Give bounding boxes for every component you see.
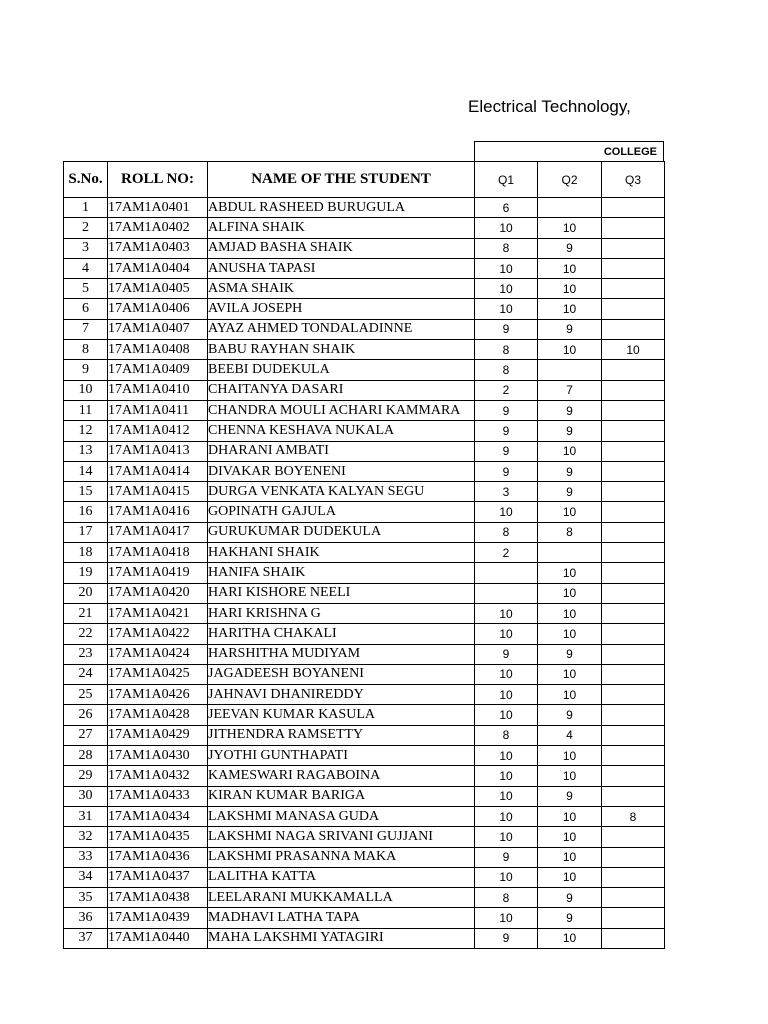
q3-cell	[602, 603, 665, 623]
serial-number-cell: 8	[64, 340, 108, 360]
q2-cell: 8	[538, 522, 602, 542]
q3-cell	[602, 746, 665, 766]
q2-cell: 10	[538, 928, 602, 948]
column-header-q1: Q1	[475, 162, 538, 198]
q2-cell: 10	[538, 258, 602, 278]
table-row	[64, 258, 665, 278]
roll-number-cell: 17AM1A0408	[108, 340, 208, 360]
q2-cell: 9	[538, 400, 602, 420]
q1-cell: 10	[475, 258, 538, 278]
q2-cell: 10	[538, 685, 602, 705]
column-header-name: NAME OF THE STUDENT	[208, 162, 475, 198]
roll-number-cell: 17AM1A0414	[108, 461, 208, 481]
q2-cell: 9	[538, 908, 602, 928]
q1-cell: 3	[475, 482, 538, 502]
student-name-cell: KAMESWARI RAGABOINA	[208, 766, 475, 786]
student-name-cell: JYOTHI GUNTHAPATI	[208, 746, 475, 766]
table-row	[64, 218, 665, 238]
serial-number-cell: 17	[64, 522, 108, 542]
roll-number-cell: 17AM1A0440	[108, 928, 208, 948]
table-row	[64, 664, 665, 684]
q2-cell: 10	[538, 583, 602, 603]
q2-cell: 9	[538, 482, 602, 502]
student-name-cell: AVILA JOSEPH	[208, 299, 475, 319]
q1-cell: 8	[475, 360, 538, 380]
q3-cell	[602, 482, 665, 502]
q1-cell: 10	[475, 299, 538, 319]
serial-number-cell: 7	[64, 319, 108, 339]
q3-cell	[602, 644, 665, 664]
serial-number-cell: 27	[64, 725, 108, 745]
student-name-cell: LAKSHMI MANASA GUDA	[208, 806, 475, 826]
q1-cell: 10	[475, 908, 538, 928]
serial-number-cell: 23	[64, 644, 108, 664]
q3-cell	[602, 624, 665, 644]
q3-cell	[602, 421, 665, 441]
serial-number-cell: 25	[64, 685, 108, 705]
q2-cell: 10	[538, 299, 602, 319]
student-name-cell: BABU RAYHAN SHAIK	[208, 340, 475, 360]
table-row	[64, 299, 665, 319]
q1-cell: 10	[475, 603, 538, 623]
serial-number-cell: 2	[64, 218, 108, 238]
student-name-cell: AMJAD BASHA SHAIK	[208, 238, 475, 258]
q1-cell: 10	[475, 664, 538, 684]
q1-cell: 9	[475, 441, 538, 461]
serial-number-cell: 29	[64, 766, 108, 786]
student-name-cell: LALITHA KATTA	[208, 867, 475, 887]
table-row	[64, 380, 665, 400]
q1-cell: 8	[475, 888, 538, 908]
q3-cell	[602, 299, 665, 319]
q3-cell	[602, 705, 665, 725]
table-row	[64, 238, 665, 258]
roll-number-cell: 17AM1A0419	[108, 563, 208, 583]
q2-cell: 9	[538, 888, 602, 908]
q2-cell: 9	[538, 644, 602, 664]
serial-number-cell: 30	[64, 786, 108, 806]
q2-cell: 10	[538, 827, 602, 847]
table-row	[64, 685, 665, 705]
roll-number-cell: 17AM1A0435	[108, 827, 208, 847]
roll-number-cell: 17AM1A0403	[108, 238, 208, 258]
roll-number-cell: 17AM1A0402	[108, 218, 208, 238]
q2-cell: 10	[538, 563, 602, 583]
serial-number-cell: 20	[64, 583, 108, 603]
roll-number-cell: 17AM1A0437	[108, 867, 208, 887]
college-header: COLLEGE	[474, 141, 664, 161]
q2-cell: 9	[538, 705, 602, 725]
student-name-cell: CHANDRA MOULI ACHARI KAMMARA	[208, 400, 475, 420]
q2-cell: 10	[538, 766, 602, 786]
table-row	[64, 522, 665, 542]
roll-number-cell: 17AM1A0420	[108, 583, 208, 603]
serial-number-cell: 12	[64, 421, 108, 441]
student-name-cell: DIVAKAR BOYENENI	[208, 461, 475, 481]
serial-number-cell: 6	[64, 299, 108, 319]
q1-cell: 10	[475, 827, 538, 847]
q3-cell	[602, 238, 665, 258]
q1-cell: 10	[475, 624, 538, 644]
serial-number-cell: 18	[64, 543, 108, 563]
q1-cell: 10	[475, 746, 538, 766]
table-row	[64, 603, 665, 623]
student-name-cell: HARITHA CHAKALI	[208, 624, 475, 644]
serial-number-cell: 1	[64, 198, 108, 218]
q2-cell: 7	[538, 380, 602, 400]
student-name-cell: DHARANI AMBATI	[208, 441, 475, 461]
student-name-cell: KIRAN KUMAR BARIGA	[208, 786, 475, 806]
student-name-cell: CHENNA KESHAVA NUKALA	[208, 421, 475, 441]
serial-number-cell: 34	[64, 867, 108, 887]
q3-cell	[602, 502, 665, 522]
serial-number-cell: 31	[64, 806, 108, 826]
roll-number-cell: 17AM1A0434	[108, 806, 208, 826]
q1-cell: 2	[475, 380, 538, 400]
q2-cell: 9	[538, 319, 602, 339]
table-row	[64, 400, 665, 420]
student-name-cell: GURUKUMAR DUDEKULA	[208, 522, 475, 542]
q3-cell: 10	[602, 340, 665, 360]
serial-number-cell: 21	[64, 603, 108, 623]
q3-cell	[602, 198, 665, 218]
roll-number-cell: 17AM1A0407	[108, 319, 208, 339]
student-name-cell: AYAZ AHMED TONDALADINNE	[208, 319, 475, 339]
table-row	[64, 888, 665, 908]
student-name-cell: MAHA LAKSHMI YATAGIRI	[208, 928, 475, 948]
serial-number-cell: 35	[64, 888, 108, 908]
q1-cell: 8	[475, 725, 538, 745]
roll-number-cell: 17AM1A0439	[108, 908, 208, 928]
serial-number-cell: 16	[64, 502, 108, 522]
serial-number-cell: 10	[64, 380, 108, 400]
q2-cell: 10	[538, 441, 602, 461]
serial-number-cell: 4	[64, 258, 108, 278]
roll-number-cell: 17AM1A0430	[108, 746, 208, 766]
q3-cell	[602, 319, 665, 339]
student-name-cell: JAGADEESH BOYANENI	[208, 664, 475, 684]
q3-cell	[602, 928, 665, 948]
q3-cell	[602, 847, 665, 867]
q2-cell: 9	[538, 461, 602, 481]
q3-cell	[602, 786, 665, 806]
table-row	[64, 563, 665, 583]
q2-cell: 10	[538, 279, 602, 299]
q1-cell: 10	[475, 705, 538, 725]
q1-cell: 6	[475, 198, 538, 218]
q2-cell	[538, 543, 602, 563]
roll-number-cell: 17AM1A0418	[108, 543, 208, 563]
roll-number-cell: 17AM1A0424	[108, 644, 208, 664]
table-row	[64, 705, 665, 725]
q3-cell	[602, 827, 665, 847]
roll-number-cell: 17AM1A0433	[108, 786, 208, 806]
student-name-cell: HARSHITHA MUDIYAM	[208, 644, 475, 664]
q3-cell	[602, 908, 665, 928]
table-row	[64, 908, 665, 928]
roll-number-cell: 17AM1A0409	[108, 360, 208, 380]
serial-number-cell: 36	[64, 908, 108, 928]
q1-cell	[475, 583, 538, 603]
student-name-cell: ANUSHA TAPASI	[208, 258, 475, 278]
header-row	[64, 162, 665, 198]
table-row	[64, 806, 665, 826]
q2-cell: 10	[538, 867, 602, 887]
student-name-cell: CHAITANYA DASARI	[208, 380, 475, 400]
table-row	[64, 786, 665, 806]
q3-cell	[602, 664, 665, 684]
q2-cell: 9	[538, 238, 602, 258]
student-name-cell: BEEBI DUDEKULA	[208, 360, 475, 380]
table-row	[64, 340, 665, 360]
roll-number-cell: 17AM1A0411	[108, 400, 208, 420]
roll-number-cell: 17AM1A0405	[108, 279, 208, 299]
roll-number-cell: 17AM1A0413	[108, 441, 208, 461]
serial-number-cell: 13	[64, 441, 108, 461]
q1-cell: 8	[475, 340, 538, 360]
student-name-cell: JEEVAN KUMAR KASULA	[208, 705, 475, 725]
student-name-cell: DURGA VENKATA KALYAN SEGU	[208, 482, 475, 502]
q3-cell	[602, 258, 665, 278]
roll-number-cell: 17AM1A0401	[108, 198, 208, 218]
q1-cell: 9	[475, 400, 538, 420]
q3-cell	[602, 766, 665, 786]
page-title: Electrical Technology,	[468, 97, 631, 116]
roll-number-cell: 17AM1A0436	[108, 847, 208, 867]
column-header-roll: ROLL NO:	[108, 162, 208, 198]
roll-number-cell: 17AM1A0421	[108, 603, 208, 623]
table-row	[64, 644, 665, 664]
roll-number-cell: 17AM1A0438	[108, 888, 208, 908]
q1-cell: 2	[475, 543, 538, 563]
table-row	[64, 867, 665, 887]
q1-cell: 9	[475, 421, 538, 441]
student-name-cell: GOPINATH GAJULA	[208, 502, 475, 522]
roll-number-cell: 17AM1A0404	[108, 258, 208, 278]
table-row	[64, 198, 665, 218]
q1-cell: 10	[475, 502, 538, 522]
q3-cell	[602, 400, 665, 420]
q3-cell	[602, 583, 665, 603]
q2-cell: 10	[538, 664, 602, 684]
q1-cell: 10	[475, 279, 538, 299]
serial-number-cell: 28	[64, 746, 108, 766]
q3-cell	[602, 218, 665, 238]
roll-number-cell: 17AM1A0426	[108, 685, 208, 705]
q2-cell: 10	[538, 847, 602, 867]
serial-number-cell: 26	[64, 705, 108, 725]
roll-number-cell: 17AM1A0417	[108, 522, 208, 542]
serial-number-cell: 3	[64, 238, 108, 258]
q1-cell: 10	[475, 806, 538, 826]
table-row	[64, 421, 665, 441]
roll-number-cell: 17AM1A0410	[108, 380, 208, 400]
q3-cell	[602, 685, 665, 705]
q1-cell: 8	[475, 238, 538, 258]
student-name-cell: HARI KISHORE NEELI	[208, 583, 475, 603]
q3-cell	[602, 360, 665, 380]
student-name-cell: HANIFA SHAIK	[208, 563, 475, 583]
serial-number-cell: 24	[64, 664, 108, 684]
roll-number-cell: 17AM1A0429	[108, 725, 208, 745]
q2-cell: 10	[538, 502, 602, 522]
serial-number-cell: 32	[64, 827, 108, 847]
q1-cell: 10	[475, 867, 538, 887]
column-header-q3: Q3	[602, 162, 665, 198]
q1-cell: 9	[475, 461, 538, 481]
student-name-cell: ABDUL RASHEED BURUGULA	[208, 198, 475, 218]
student-name-cell: JITHENDRA RAMSETTY	[208, 725, 475, 745]
q2-cell: 9	[538, 786, 602, 806]
column-header-q2: Q2	[538, 162, 602, 198]
roll-number-cell: 17AM1A0428	[108, 705, 208, 725]
q1-cell: 10	[475, 766, 538, 786]
roll-number-cell: 17AM1A0425	[108, 664, 208, 684]
table-row	[64, 319, 665, 339]
table-row	[64, 847, 665, 867]
student-name-cell: MADHAVI LATHA TAPA	[208, 908, 475, 928]
q3-cell	[602, 441, 665, 461]
q2-cell: 4	[538, 725, 602, 745]
q1-cell: 10	[475, 786, 538, 806]
roll-number-cell: 17AM1A0412	[108, 421, 208, 441]
q3-cell	[602, 522, 665, 542]
table-row	[64, 543, 665, 563]
serial-number-cell: 19	[64, 563, 108, 583]
q2-cell: 10	[538, 603, 602, 623]
q3-cell	[602, 461, 665, 481]
q3-cell	[602, 725, 665, 745]
table-row	[64, 928, 665, 948]
student-name-cell: LEELARANI MUKKAMALLA	[208, 888, 475, 908]
table-row	[64, 583, 665, 603]
q1-cell: 10	[475, 218, 538, 238]
q2-cell	[538, 198, 602, 218]
serial-number-cell: 22	[64, 624, 108, 644]
q1-cell: 9	[475, 319, 538, 339]
student-name-cell: HARI KRISHNA G	[208, 603, 475, 623]
table-row	[64, 827, 665, 847]
roll-number-cell: 17AM1A0422	[108, 624, 208, 644]
table-row	[64, 624, 665, 644]
q1-cell: 10	[475, 685, 538, 705]
q2-cell: 9	[538, 421, 602, 441]
serial-number-cell: 37	[64, 928, 108, 948]
roll-number-cell: 17AM1A0406	[108, 299, 208, 319]
table-row	[64, 482, 665, 502]
q2-cell: 10	[538, 340, 602, 360]
table-row	[64, 725, 665, 745]
serial-number-cell: 15	[64, 482, 108, 502]
q1-cell: 9	[475, 644, 538, 664]
roll-number-cell: 17AM1A0415	[108, 482, 208, 502]
q1-cell: 9	[475, 847, 538, 867]
column-header-sno: S.No.	[64, 162, 108, 198]
serial-number-cell: 11	[64, 400, 108, 420]
serial-number-cell: 33	[64, 847, 108, 867]
student-name-cell: LAKSHMI PRASANNA MAKA	[208, 847, 475, 867]
q3-cell	[602, 380, 665, 400]
roll-number-cell: 17AM1A0416	[108, 502, 208, 522]
serial-number-cell: 14	[64, 461, 108, 481]
table-row	[64, 279, 665, 299]
student-name-cell: ASMA SHAIK	[208, 279, 475, 299]
table-row	[64, 441, 665, 461]
table-row	[64, 461, 665, 481]
student-name-cell: ALFINA SHAIK	[208, 218, 475, 238]
table-row	[64, 360, 665, 380]
q3-cell	[602, 563, 665, 583]
student-name-cell: LAKSHMI NAGA SRIVANI GUJJANI	[208, 827, 475, 847]
q3-cell	[602, 543, 665, 563]
q3-cell	[602, 867, 665, 887]
q2-cell: 10	[538, 746, 602, 766]
q3-cell	[602, 279, 665, 299]
table-row	[64, 502, 665, 522]
table-row	[64, 766, 665, 786]
roll-number-cell: 17AM1A0432	[108, 766, 208, 786]
student-name-cell: JAHNAVI DHANIREDDY	[208, 685, 475, 705]
q3-cell: 8	[602, 806, 665, 826]
q2-cell	[538, 360, 602, 380]
q2-cell: 10	[538, 806, 602, 826]
serial-number-cell: 5	[64, 279, 108, 299]
student-name-cell: HAKHANI SHAIK	[208, 543, 475, 563]
table-row	[64, 746, 665, 766]
q1-cell: 8	[475, 522, 538, 542]
q1-cell	[475, 563, 538, 583]
q3-cell	[602, 888, 665, 908]
q2-cell: 10	[538, 218, 602, 238]
q2-cell: 10	[538, 624, 602, 644]
q1-cell: 9	[475, 928, 538, 948]
marks-table	[63, 161, 665, 949]
serial-number-cell: 9	[64, 360, 108, 380]
